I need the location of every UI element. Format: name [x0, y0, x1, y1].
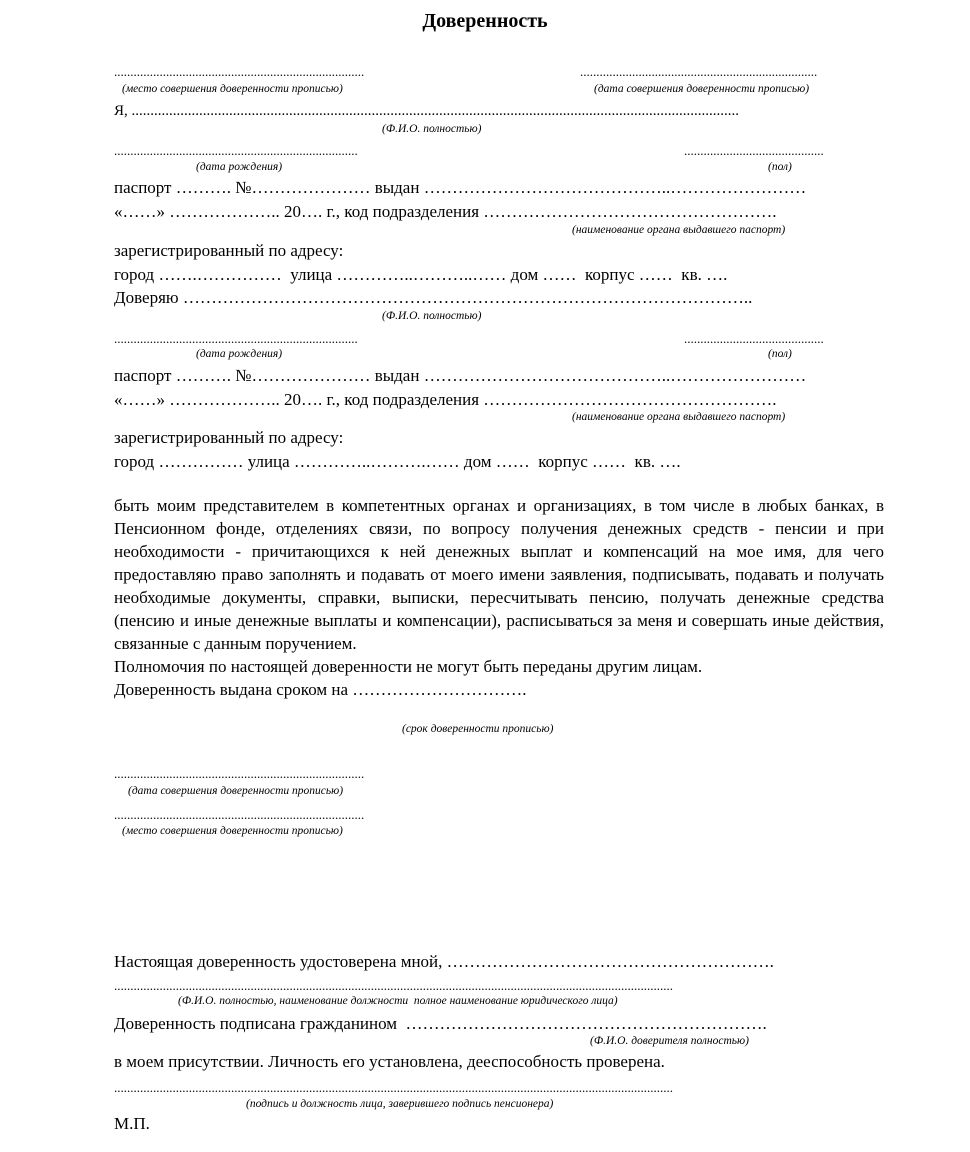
agent-birth-dots: ........................................................................... [114, 331, 358, 346]
agent-passport-line: паспорт ………. №………………… выдан ……………………………………..…………………… [114, 366, 807, 385]
agent-name-caption: (Ф.И.О. полностью) [382, 310, 482, 322]
signature-caption: (подпись и должность лица, заверившего подпись пенсионера) [246, 1098, 554, 1110]
agent-birth-caption: (дата рождения) [196, 348, 283, 360]
agent-issuer-caption: (наименование органа выдавшего паспорт) [572, 411, 786, 423]
authority-text [114, 494, 884, 701]
agent-reg-label: зарегистрированный по адресу: [114, 428, 344, 447]
principal-address-line: город …….…………… улица …………..………..…… дом …… корпус …… кв. …. [114, 265, 728, 284]
place-dots: ............................................................................. [114, 64, 365, 79]
footer-date-dots: ............................................................................. [114, 766, 365, 781]
principal-passport-line: паспорт ………. №………………… выдан ……………………………………..…………………… [114, 178, 807, 197]
signed-line: Доверенность подписана гражданином ………………………………………………………. [114, 1014, 767, 1033]
official-caption: (Ф.И.О. полностью, наименование должности полное наименование юридического лица) [178, 995, 618, 1007]
footer-place-dots: ............................................................................. [114, 807, 365, 822]
principal-birth-dots: ........................................................................... [114, 143, 358, 158]
place-caption: (место совершения доверенности прописью) [122, 83, 343, 95]
principal-reg-label: зарегистрированный по адресу: [114, 241, 344, 260]
principal-name-caption: (Ф.И.О. полностью) [382, 123, 482, 135]
term-caption: (срок доверенности прописью) [402, 723, 554, 735]
signature-dots: ............................................................................................................................................................................ [114, 1080, 673, 1095]
principal-issuer-caption: (наименование органа выдавшего паспорт) [572, 224, 786, 236]
agent-sex-caption: (пол) [768, 348, 792, 360]
term-line: Доверенность выдана сроком на …………………………. [114, 680, 527, 699]
footer-date-caption: (дата совершения доверенности прописью) [128, 785, 344, 797]
agent-issue-line: «……» ……………….. 20…. г., код подразделения ……………………………………………. [114, 390, 777, 409]
principal-birth-caption: (дата рождения) [196, 161, 283, 173]
presence-line: в моем присутствии. Личность его установлена, дееспособность проверена. [114, 1052, 665, 1071]
principal-sex-caption: (пол) [768, 161, 792, 173]
seal-label: М.П. [114, 1114, 150, 1133]
signer-caption: (Ф.И.О. доверителя полностью) [590, 1035, 749, 1047]
date-dots: ......................................................................... [580, 64, 818, 79]
footer-place-caption: (место совершения доверенности прописью) [122, 825, 343, 837]
principal-sex-dots: ........................................... [684, 143, 824, 158]
agent-sex-dots: ........................................... [684, 331, 824, 346]
principal-name-line: Я, .................................................................................................................................................................. [114, 103, 740, 119]
authority-paragraph: быть моим представителем в компетентных органах и организациях, в том числе в любых банках, в Пенсионном фонде, отделениях связи, по вопросу получения денежных средств - пенсии и при необходимости - причитающихся к ней денежных выплат и компенсаций на мое имя, для чего предоставляю право заполнять и подавать от моего имени заявления, подписывать, подавать и получать необходимые документы, справки, выписки, пересчитывать пенсию, получать денежные средства (пенсию и иные денежные выплаты и компенсации), расписываться за меня и совершать иные действия, связанные с данным поручением. [114, 496, 884, 653]
agent-address-line: город …………… улица …………..……….…… дом …… корпус …… кв. …. [114, 452, 681, 471]
principal-issue-line: «……» ……………….. 20…. г., код подразделения ……………………………………………. [114, 202, 777, 221]
document-title: Доверенность [422, 10, 548, 32]
date-caption: (дата совершения доверенности прописью) [594, 83, 810, 95]
no-transfer-line: Полномочия по настоящей доверенности не могут быть переданы другим лицам. [114, 657, 703, 676]
agent-name-line: Доверяю ……………………………………………………………………………………….. [114, 288, 753, 307]
certified-line: Настоящая доверенность удостоверена мной, …………………………………………………. [114, 952, 774, 971]
official-dots: ............................................................................................................................................................................ [114, 978, 673, 993]
